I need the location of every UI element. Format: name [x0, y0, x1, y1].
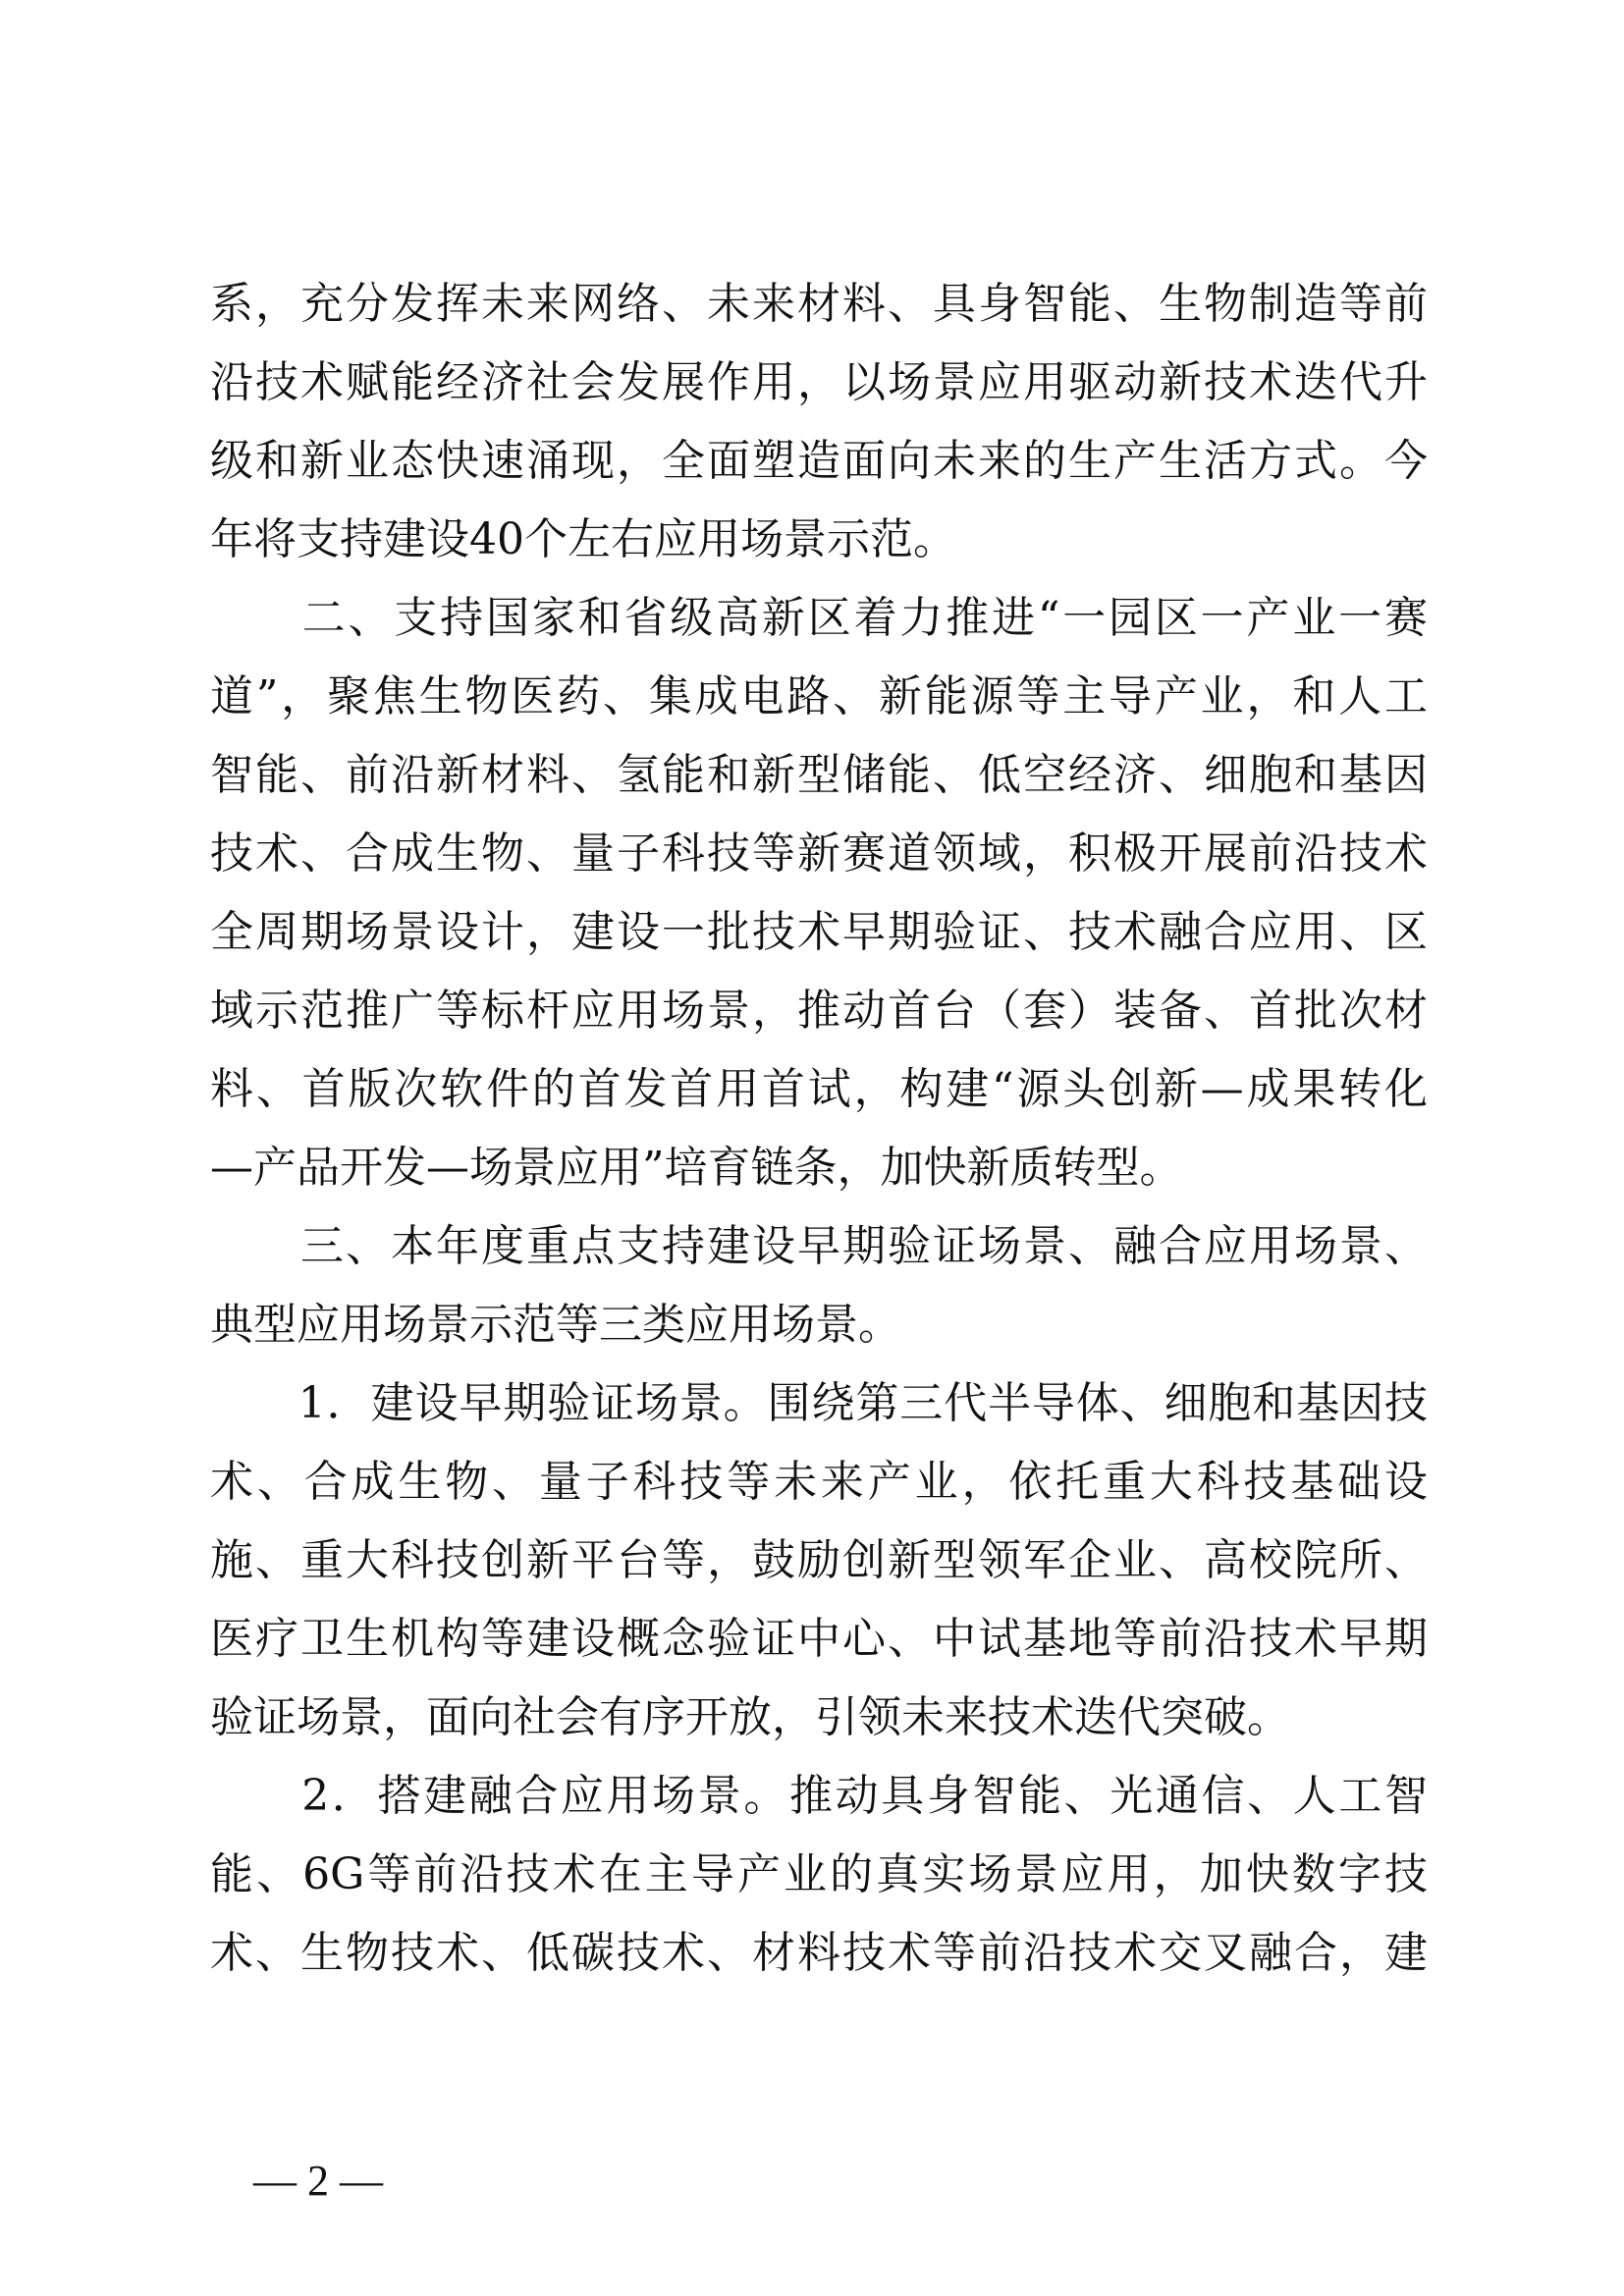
- text-line: 2．搭建融合应用场景。推动具身智能、光通信、人工智: [210, 1771, 1428, 1821]
- text-line: 术、生物技术、低碳技术、材料技术等前沿技术交叉融合，建: [210, 1928, 1428, 1978]
- text-line: 年将支持建设40个左右应用场景示范。: [210, 514, 956, 564]
- text-line: 1．建设早期验证场景。围绕第三代半导体、细胞和基因技: [210, 1378, 1428, 1428]
- text-line: 验证场景，面向社会有序开放，引领未来技术迭代突破。: [210, 1692, 1290, 1742]
- text-line: 三、本年度重点支持建设早期验证场景、融合应用场景、: [210, 1221, 1428, 1271]
- text-line: 全周期场景设计，建设一批技术早期验证、技术融合应用、区: [210, 907, 1428, 957]
- text-line: 沿技术赋能经济社会发展作用，以场景应用驱动新技术迭代升: [210, 357, 1428, 407]
- text-line: 系，充分发挥未来网络、未来材料、具身智能、生物制造等前: [210, 279, 1428, 329]
- text-line: 典型应用场景示范等三类应用场景。: [210, 1300, 901, 1350]
- text-line: 能、6G等前沿技术在主导产业的真实场景应用，加快数字技: [210, 1849, 1428, 1899]
- text-line: 域示范推广等标杆应用场景，推动首台（套）装备、首批次材: [210, 986, 1428, 1036]
- text-line: 术、合成生物、量子科技等未来产业，依托重大科技基础设: [210, 1457, 1428, 1507]
- text-line: 二、支持国家和省级高新区着力推进“一园区一产业一赛: [210, 593, 1428, 643]
- text-line: 技术、合成生物、量子科技等新赛道领域，积极开展前沿技术: [210, 828, 1428, 879]
- body-text: [210, 265, 1428, 1993]
- page-number: — 2 —: [253, 2157, 383, 2205]
- text-line: 智能、前沿新材料、氢能和新型储能、低空经济、细胞和基因: [210, 750, 1428, 800]
- text-line: 级和新业态快速涌现，全面塑造面向未来的生产生活方式。今: [210, 436, 1428, 486]
- text-line: —产品开发—场景应用”培育链条，加快新质转型。: [210, 1143, 1183, 1193]
- text-line: 道”，聚焦生物医药、集成电路、新能源等主导产业，和人工: [210, 671, 1428, 721]
- text-line: 施、重大科技创新平台等，鼓励创新型领军企业、高校院所、: [210, 1535, 1428, 1585]
- text-line: 料、首版次软件的首发首用首试，构建“源头创新—成果转化: [210, 1064, 1428, 1114]
- text-line: 医疗卫生机构等建设概念验证中心、中试基地等前沿技术早期: [210, 1614, 1428, 1664]
